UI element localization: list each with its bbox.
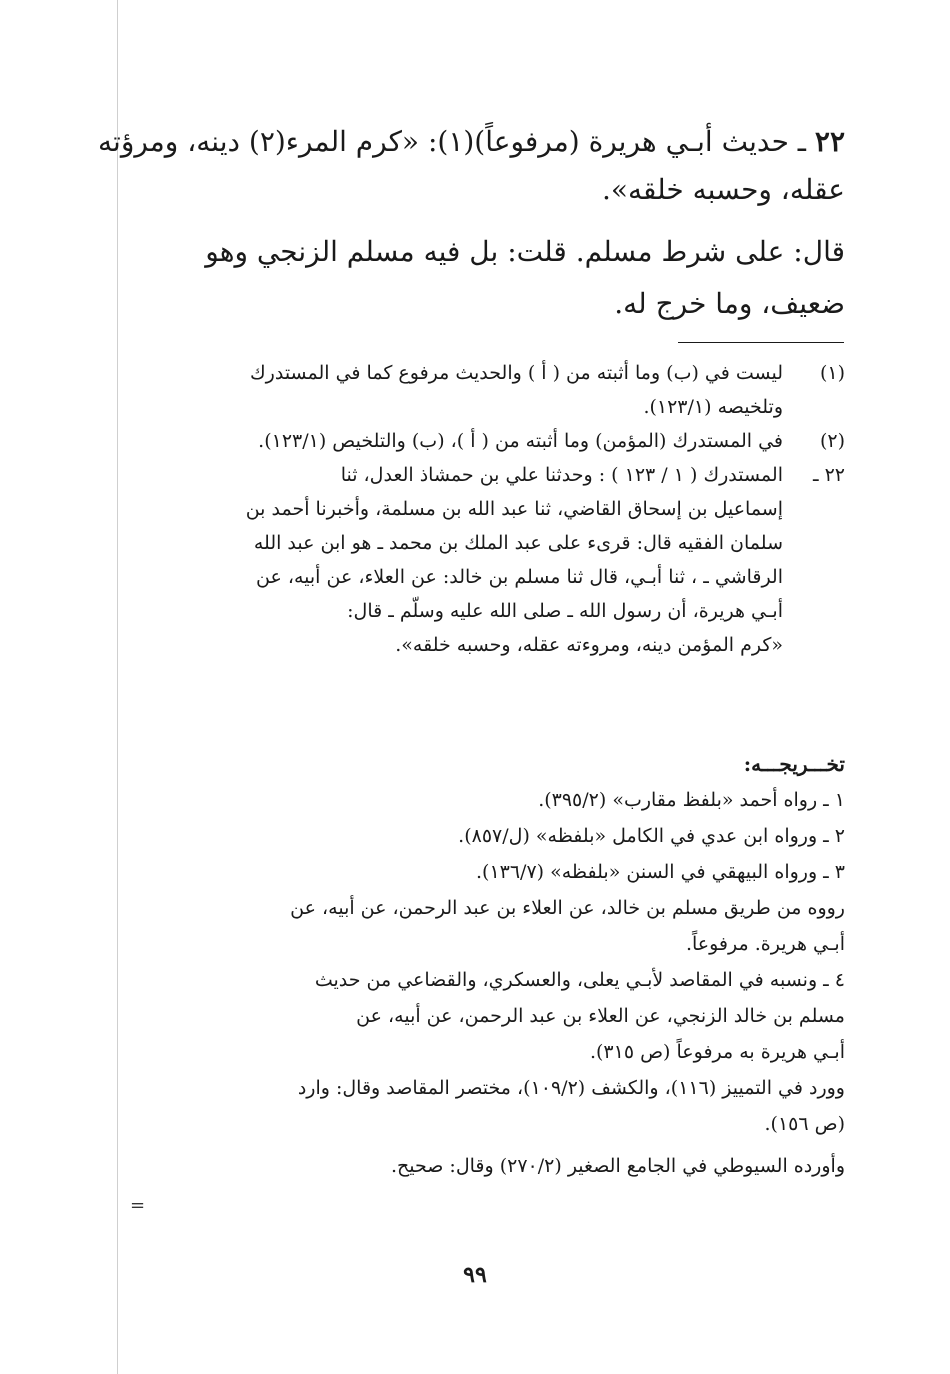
hadith-number: ٢٢ <box>814 125 845 158</box>
footnote-2: (٢) في المستدرك (المؤمن) وما أثبته من ( أ )، (ب) والتلخيص (١٢٣/١). <box>145 424 845 458</box>
hadith-line-2: عقله، وحسبه خلقه». <box>601 173 845 206</box>
footnote-number: ٢٢ ـ <box>812 464 845 486</box>
comment-line-1: قال: على شرط مسلم. قلت: بل فيه مسلم الزنجي وهو <box>205 235 845 268</box>
takhrij-line: رووه من طريق مسلم بن خالد، عن العلاء بن عبد الرحمن، عن أبيه، عن <box>290 897 845 919</box>
comment-text <box>145 226 845 330</box>
takhrij-line: أبـي هريرة. مرفوعاً. <box>685 933 845 955</box>
footnote-number: (٢) <box>819 430 845 452</box>
hadith-line-1: ٢٢ ـ حديث أبـي هريرة (مرفوعاً)(١): «كرم المرء(٢) دينه، ومرؤته <box>98 125 845 158</box>
footnotes <box>145 356 845 662</box>
scan-edge-line <box>117 0 118 1374</box>
takhrij-line: أبـي هريرة به مرفوعاً (ص ٣١٥). <box>589 1041 845 1063</box>
takhrij-line: وورد في التمييز (١١٦)، والكشف (١٠٩/٢)، مختصر المقاصد وقال: وارد <box>297 1077 845 1099</box>
page-number: ٩٩ <box>463 1262 487 1288</box>
takhrij-heading: تخـــريجـــه: <box>743 752 845 776</box>
takhrij-section <box>145 746 845 1184</box>
footnote-separator <box>678 342 844 343</box>
footnote-number: (١) <box>819 362 845 384</box>
continuation-mark: = <box>130 1195 146 1216</box>
takhrij-line: وأورده السيوطي في الجامع الصغير (٢٧٠/٢) وقال: صحيح. <box>390 1155 845 1177</box>
footnote-source: ٢٢ ـ المستدرك ( ١ / ١٢٣ ) : وحدثنا علي بن حمشاذ العدل، ثنا إسماعيل بن إسحاق القاضي، ثنا عبد الله بن مسلمة، وأخبرنا أحمد بن سلمان الفقيه قال: قرىء على عبد الملك بن محمد ـ هو ابن عبد الله الرقاشي ـ ، ثنا أبـي، قال ثنا مسلم بن خالد: عن العلاء، عن أبيه، عن أبـي هريرة، أن رسول الله ـ صلى الله عليه وسلّم ـ قال: «كرم المؤمن دينه، ومروءته عقله، وحسبه خلقه». <box>145 458 845 662</box>
takhrij-line: ١ ـ رواه أحمد «بلفظ مقارب» (٣٩٥/٢). <box>538 789 845 811</box>
takhrij-line: (ص ١٥٦). <box>764 1113 845 1135</box>
takhrij-line: مسلم بن خالد الزنجي، عن العلاء بن عبد الرحمن، عن أبيه، عن <box>356 1005 845 1027</box>
takhrij-line: ٣ ـ ورواه البيهقي في السنن «بلفظه» (١٣٦/٧). <box>475 861 845 883</box>
hadith-text <box>98 118 845 214</box>
footnote-1: (١) ليست في (ب) وما أثبته من ( أ ) والحديث مرفوع كما في المستدرك وتلخيصه (١٢٣/١). <box>145 356 845 424</box>
comment-line-2: ضعيف، وما خرج له. <box>614 287 845 320</box>
takhrij-line: ٤ ـ ونسبه في المقاصد لأبـي يعلى، والعسكري، والقضاعي من حديث <box>314 969 845 991</box>
takhrij-line: ٢ ـ ورواه ابن عدي في الكامل «بلفظه» (ل/٨٥٧). <box>458 825 845 847</box>
